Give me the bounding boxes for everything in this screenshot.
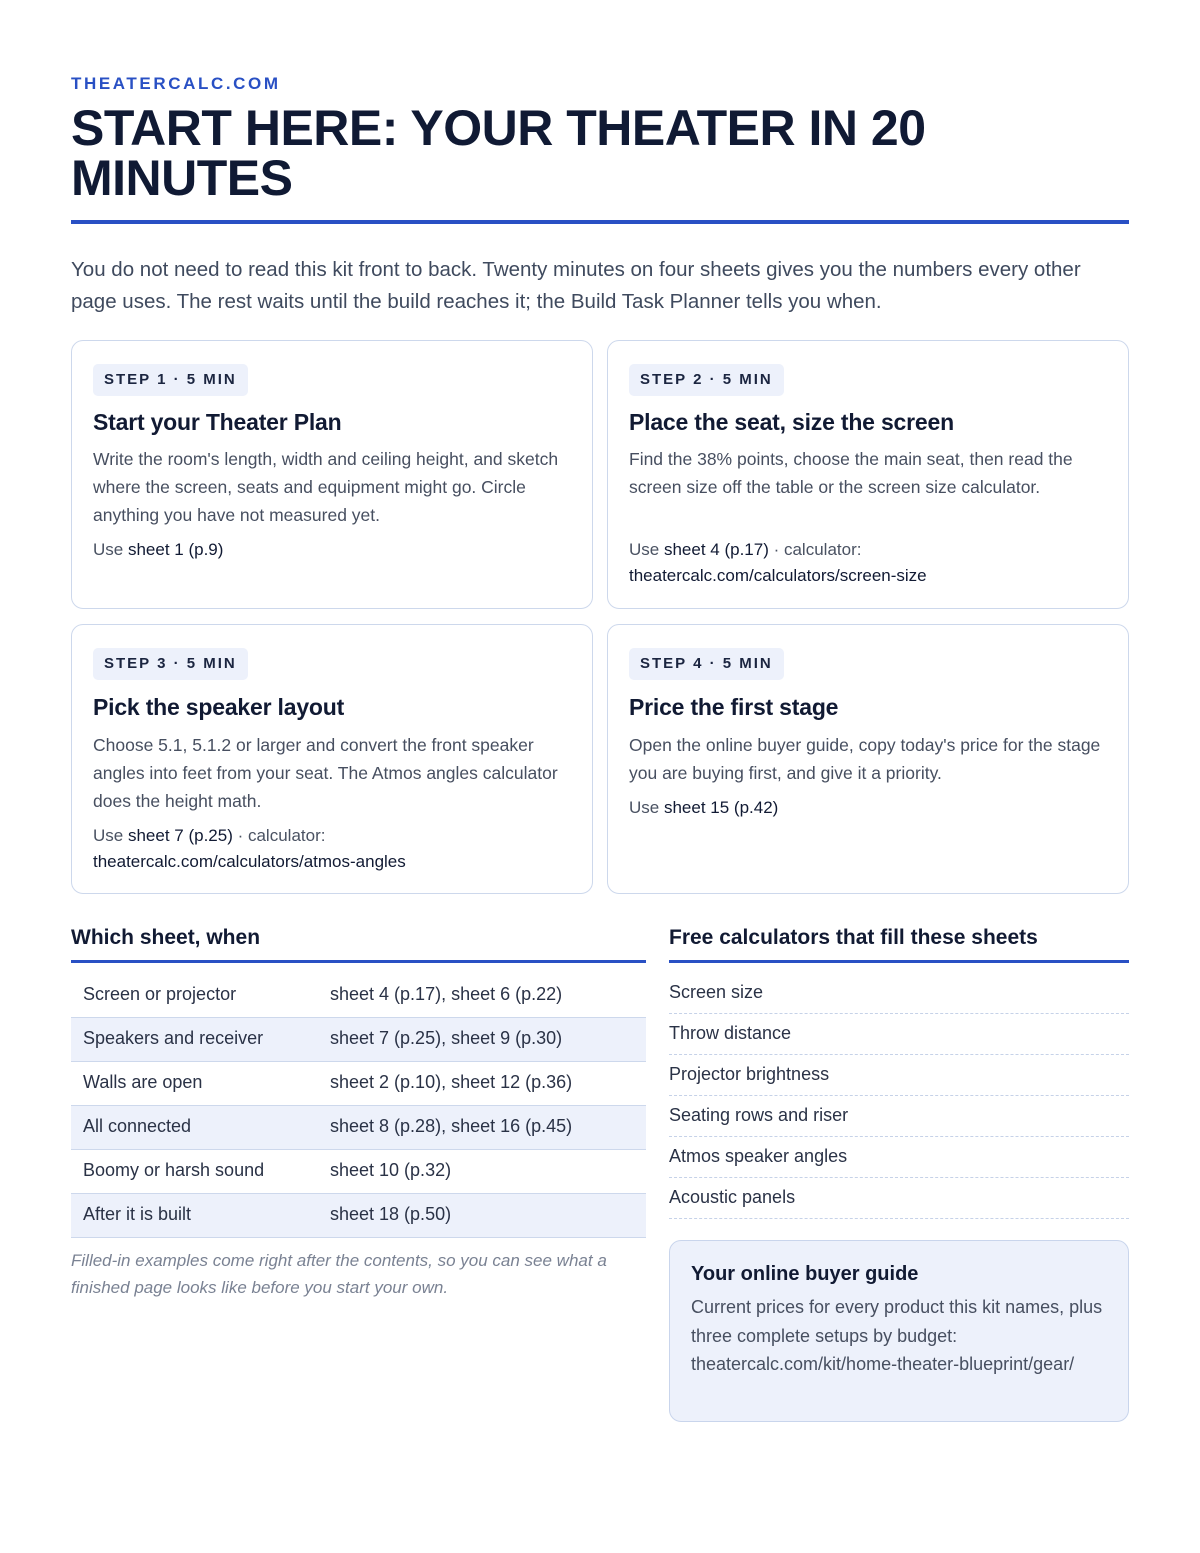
situation-cell: Walls are open bbox=[83, 1072, 203, 1092]
intro-paragraph: You do not need to read this kit front to back. Twenty minutes on four sheets gives you the numbers every other page uses. The rest waits until the build reaches it; the Build Task Planner tells you when. bbox=[71, 258, 1081, 313]
sheet-cell: sheet 8 (p.28), sheet 16 (p.45) bbox=[330, 1116, 573, 1136]
calculators-heading: Free calculators that fill these sheets bbox=[669, 926, 1038, 949]
step-title: Place the seat, size the screen bbox=[629, 409, 954, 435]
buyer-guide-box bbox=[669, 1240, 1129, 1422]
calculator-item-atmos-angles[interactable]: Atmos speaker angles bbox=[669, 1137, 1129, 1178]
step-card-3 bbox=[71, 624, 593, 894]
calculator-item-projector-brightness[interactable]: Projector brightness bbox=[669, 1055, 1129, 1096]
situation-cell: Boomy or harsh sound bbox=[83, 1160, 265, 1180]
title-divider bbox=[71, 220, 1129, 224]
examples-note: Filled-in examples come right after the contents, so you can see what a finished page looks like before you start your own. bbox=[71, 1251, 607, 1297]
use-label: Use bbox=[93, 826, 128, 845]
step-body: Write the room's length, width and ceiling height, and sketch where the screen, seats and equipment might go. Circle anything you have not measured yet. bbox=[93, 449, 559, 525]
step-reference bbox=[629, 537, 1109, 589]
calculator-list bbox=[669, 973, 1129, 1219]
calculators-divider bbox=[669, 960, 1129, 963]
brand-name: THEATERCALC.COM bbox=[71, 74, 281, 93]
sheet-reference: sheet 15 (p.42) bbox=[663, 798, 779, 817]
situation-cell: Speakers and receiver bbox=[83, 1028, 264, 1048]
use-label: Use bbox=[93, 540, 128, 559]
calculator-label: · calculator: bbox=[232, 826, 326, 845]
step-badge: STEP 2 · 5 MIN bbox=[629, 364, 784, 396]
step-body: Choose 5.1, 5.1.2 or larger and convert the front speaker angles into feet from your seat. The Atmos angles calculator does the height math. bbox=[93, 735, 558, 811]
sheet-reference: sheet 1 (p.9) bbox=[127, 540, 224, 559]
table-row bbox=[71, 1150, 646, 1194]
sheet-cell: sheet 18 (p.50) bbox=[330, 1204, 452, 1224]
step-title: Pick the speaker layout bbox=[93, 694, 345, 720]
step-badge: STEP 3 · 5 MIN bbox=[93, 648, 248, 680]
sheet-cell: sheet 10 (p.32) bbox=[330, 1160, 452, 1180]
situation-cell: After it is built bbox=[83, 1204, 192, 1224]
sheet-cell: sheet 7 (p.25), sheet 9 (p.30) bbox=[330, 1028, 563, 1048]
step-card-4 bbox=[607, 624, 1129, 894]
calculator-item-screen-size[interactable]: Screen size bbox=[669, 973, 1129, 1014]
calculator-link[interactable]: theatercalc.com/calculators/screen-size bbox=[629, 566, 927, 585]
table-row bbox=[71, 1018, 646, 1062]
sheet-reference: sheet 7 (p.25) bbox=[127, 826, 233, 845]
sheet-cell: sheet 2 (p.10), sheet 12 (p.36) bbox=[330, 1072, 573, 1092]
calculator-item-throw-distance[interactable]: Throw distance bbox=[669, 1014, 1129, 1055]
sheet-cell: sheet 4 (p.17), sheet 6 (p.22) bbox=[330, 984, 563, 1004]
buyer-guide-title: Your online buyer guide bbox=[691, 1263, 919, 1285]
step-card-2 bbox=[607, 340, 1129, 609]
step-reference bbox=[93, 823, 573, 875]
calculator-link[interactable]: theatercalc.com/calculators/atmos-angles bbox=[93, 852, 406, 871]
page-title: START HERE: YOUR THEATER IN 20 MINUTES bbox=[71, 100, 926, 206]
step-reference bbox=[629, 795, 1109, 821]
use-label: Use bbox=[629, 798, 664, 817]
situation-cell: All connected bbox=[83, 1116, 192, 1136]
calculator-item-acoustic-panels[interactable]: Acoustic panels bbox=[669, 1178, 1129, 1219]
buyer-guide-body: Current prices for every product this kit names, plus three complete setups by budget: theatercalc.com/kit/home-theater-blueprint/gear/ bbox=[691, 1297, 1103, 1374]
step-title: Start your Theater Plan bbox=[93, 409, 342, 435]
calculator-label: · calculator: bbox=[768, 540, 862, 559]
use-label: Use bbox=[629, 540, 664, 559]
table-row bbox=[71, 1062, 646, 1106]
table-row bbox=[71, 974, 646, 1018]
table-row bbox=[71, 1106, 646, 1150]
step-title: Price the first stage bbox=[629, 694, 839, 720]
step-badge: STEP 1 · 5 MIN bbox=[93, 364, 248, 396]
step-card-1 bbox=[71, 340, 593, 609]
situation-cell: Screen or projector bbox=[83, 984, 237, 1004]
which-sheet-divider bbox=[71, 960, 646, 963]
sheet-reference: sheet 4 (p.17) bbox=[663, 540, 769, 559]
calculator-item-seating-rows[interactable]: Seating rows and riser bbox=[669, 1096, 1129, 1137]
which-sheet-table bbox=[71, 974, 646, 1238]
table-row bbox=[71, 1194, 646, 1238]
step-body: Find the 38% points, choose the main seat, then read the screen size off the table or the screen size calculator. bbox=[629, 449, 1073, 497]
step-badge: STEP 4 · 5 MIN bbox=[629, 648, 784, 680]
step-reference bbox=[93, 537, 573, 563]
which-sheet-heading: Which sheet, when bbox=[71, 926, 261, 949]
step-body: Open the online buyer guide, copy today's price for the stage you are buying first, and give it a priority. bbox=[629, 735, 1101, 783]
